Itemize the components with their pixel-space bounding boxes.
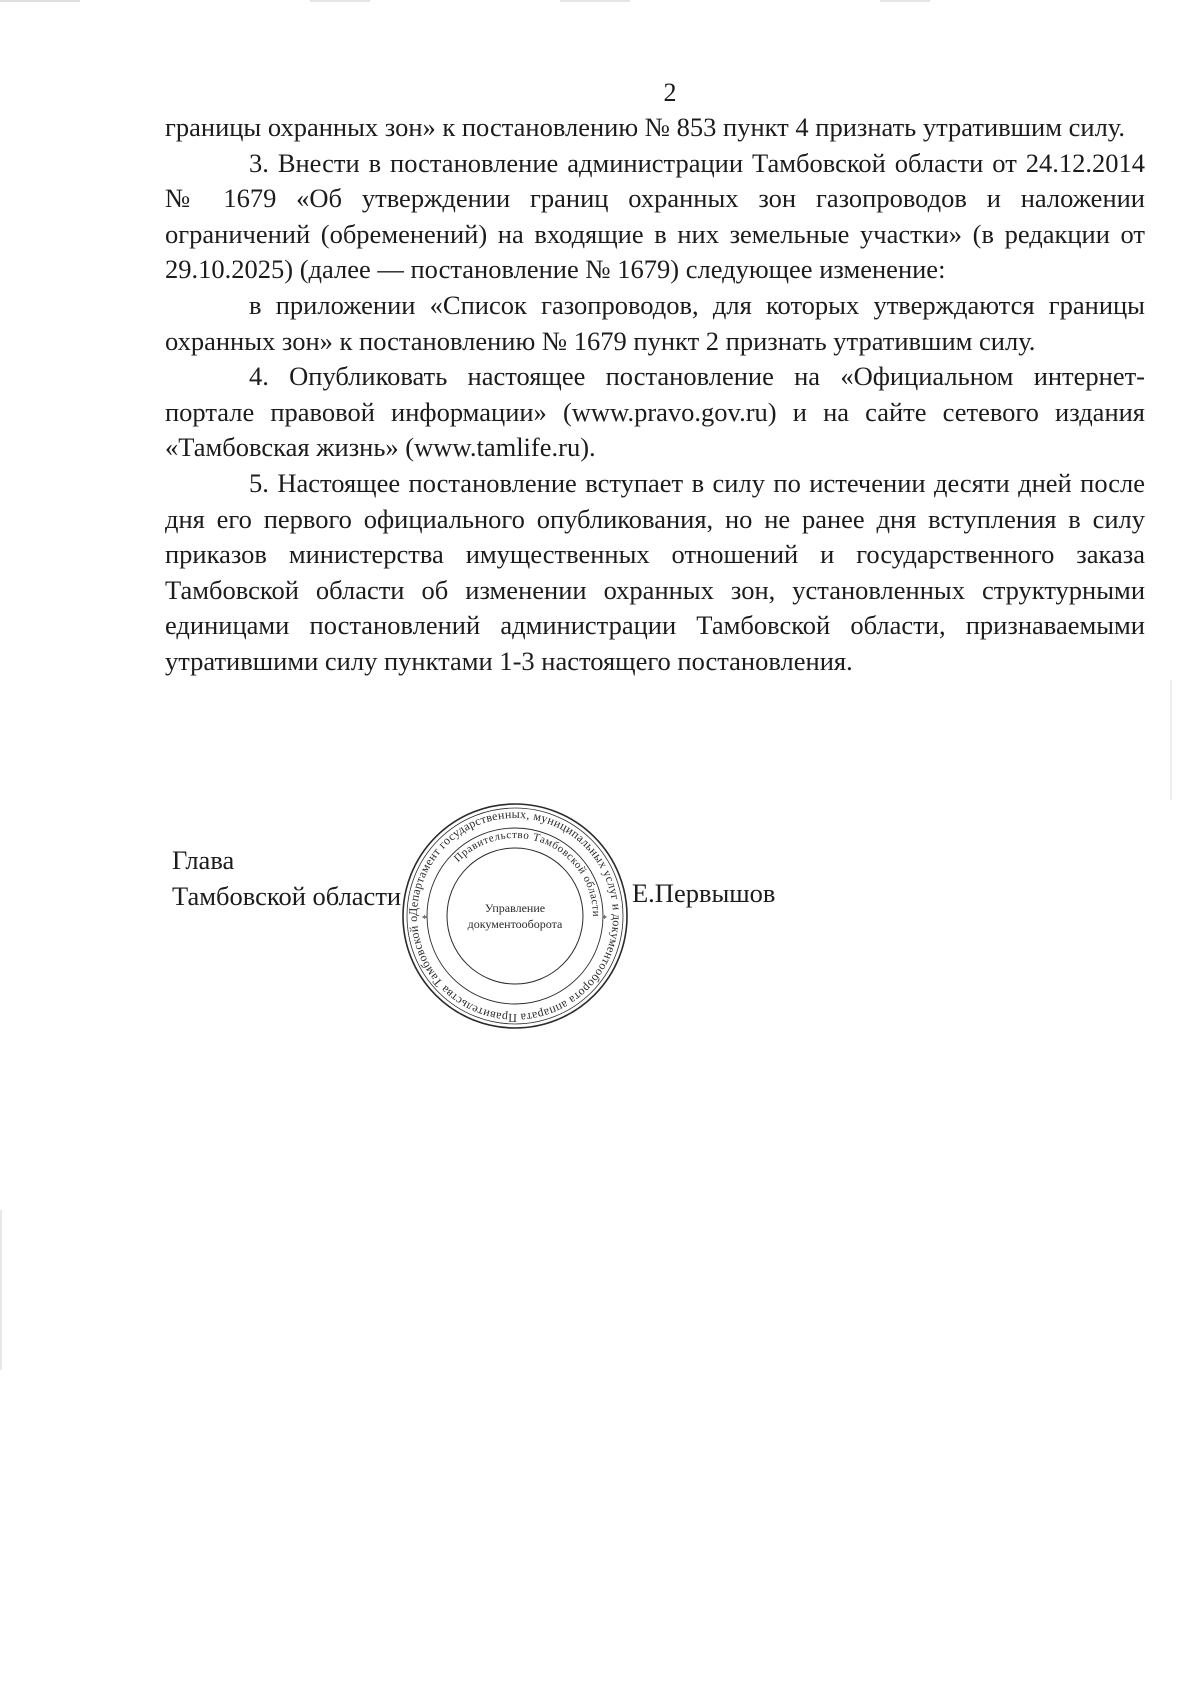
stamp-outer-text: Департамент государственных, муниципальных услуг и документооборота аппарата Правительства Тамбовской о: [405, 806, 625, 1026]
paragraph-continuation: границы охранных зон» к постановлению № 853 пункт 4 признать утратившим силу.: [165, 112, 1126, 142]
stamp-inner-text: Правительство Тамбовской области: [451, 828, 603, 918]
stamp-star-icon: *: [602, 914, 607, 925]
scan-artifact: [880, 0, 930, 2]
signatory-name: Е.Первышов: [632, 878, 776, 908]
scan-artifact: [1170, 680, 1172, 800]
page-number: 2: [663, 78, 677, 107]
official-stamp: [400, 800, 630, 1032]
scan-artifact: [560, 0, 630, 2]
stamp-center-line2: документооборота: [467, 917, 563, 931]
stamp-star-icon: *: [422, 914, 427, 925]
paragraph-item-3: 3. Внести в постановление администрации Тамбовской области от 24.12.2014 № 1679 «Об утверждении границ охранных зон газопроводов и наложении ограничений (обременений) на входящие в них земельные участки» (в редакции от 29.10.2025) (далее — постановление № 1679) следующее изменение:: [165, 147, 1145, 285]
scan-artifact: [310, 0, 370, 2]
stamp-center-line1: Управление: [484, 901, 546, 915]
paragraph-item-5: 5. Настоящее постановление вступает в силу по истечении десяти дней после дня его первого официального опубликования, но не ранее дня вступления в силу приказов министерства имущественных отношений и государственного заказа Тамбовской области об изменении охранных зон, установленных структурными единицами постановлений администрации Тамбовской области, признаваемыми утратившими силу пунктами 1-3 настоящего постановления.: [165, 467, 1145, 676]
document-body: [165, 110, 1145, 680]
signature-block: [172, 842, 401, 914]
signatory-title-line1: Глава: [172, 845, 235, 875]
paragraph-item-3-annex: в приложении «Список газопроводов, для которых утверждаются границы охранных зон» к постановлению № 1679 пункт 2 признать утратившим силу.: [165, 289, 1145, 356]
scan-artifact: [0, 0, 80, 2]
paragraph-item-4: 4. Опубликовать настоящее постановление на «Официальном интернет-портале правовой информации» (www.pravo.gov.ru) и на сайте сетевого издания «Тамбовская жизнь» (www.tamlife.ru).: [165, 361, 1145, 463]
signatory-title-line2: Тамбовской области: [172, 881, 402, 911]
scan-artifact: [0, 1210, 2, 1370]
